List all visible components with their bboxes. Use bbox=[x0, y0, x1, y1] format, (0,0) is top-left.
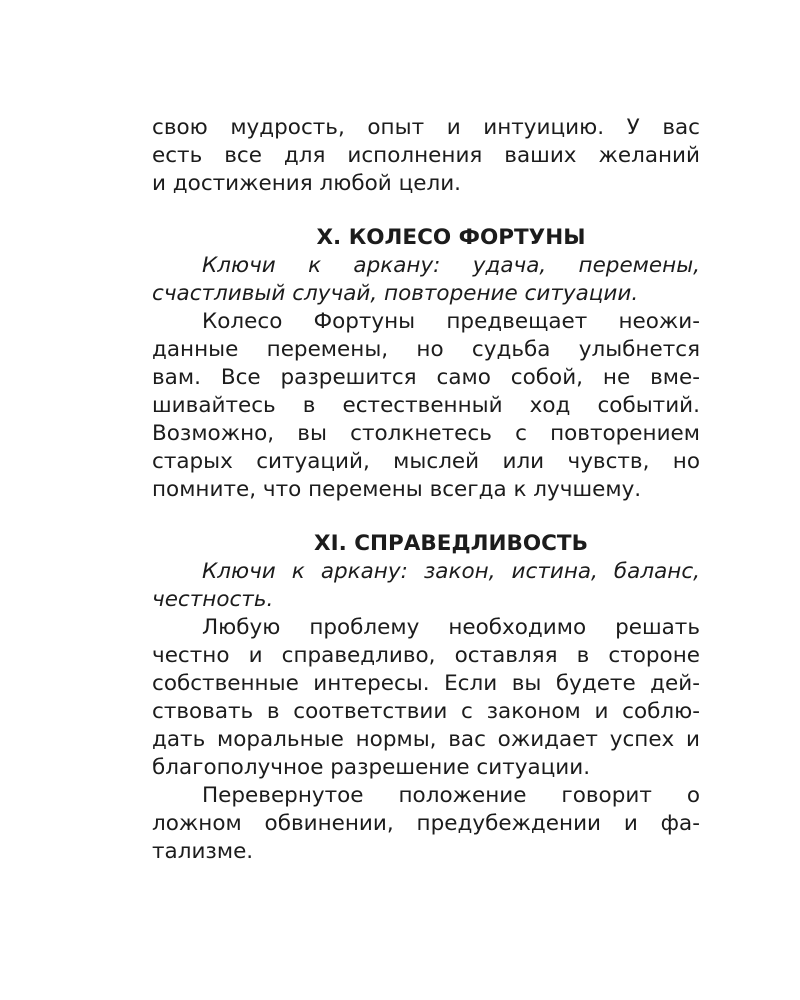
text-line: Перевернутое положение говорит о bbox=[202, 783, 700, 808]
text-line: честно и справедливо, оставляя в стороне bbox=[152, 643, 700, 668]
book-page bbox=[152, 114, 700, 866]
section-x-body bbox=[152, 308, 700, 504]
intro-paragraph bbox=[152, 114, 700, 198]
text-line: шивайтесь в естественный ход событий. bbox=[152, 393, 700, 418]
section-xi-title: XI. СПРАВЕДЛИВОСТЬ bbox=[314, 531, 588, 556]
text-line: вам. Все разрешится само собой, не вме- bbox=[152, 365, 700, 390]
text-line: честность. bbox=[152, 587, 274, 612]
text-line: благополучное разрешение ситуации. bbox=[152, 755, 591, 780]
section-xi-keys bbox=[152, 558, 700, 614]
section-x bbox=[152, 224, 700, 504]
text-line: свою мудрость, опыт и интуицию. У вас bbox=[152, 115, 700, 140]
text-line: Ключи к аркану: закон, истина, баланс, bbox=[202, 559, 700, 584]
text-line: Любую проблему необходимо решать bbox=[202, 615, 700, 640]
text-line: ложном обвинении, предубеждении и фа- bbox=[152, 811, 700, 836]
text-line: Возможно, вы столкнетесь с повторением bbox=[152, 421, 700, 446]
text-line: счастливый случай, повторение ситуации. bbox=[152, 281, 639, 306]
section-xi-body-2 bbox=[152, 782, 700, 866]
section-xi-body-1 bbox=[152, 614, 700, 782]
section-x-title: X. КОЛЕСО ФОРТУНЫ bbox=[316, 225, 586, 250]
text-line: Колесо Фортуны предвещает неожи- bbox=[202, 309, 700, 334]
section-xi bbox=[152, 530, 700, 866]
text-line: данные перемены, но судьба улыбнется bbox=[152, 337, 700, 362]
text-line: и достижения любой цели. bbox=[152, 171, 462, 196]
text-line: есть все для исполнения ваших желаний bbox=[152, 143, 700, 168]
text-line: ствовать в соответствии с законом и соблю- bbox=[152, 699, 700, 724]
text-line: собственные интересы. Если вы будете дей- bbox=[152, 671, 700, 696]
text-line: помните, что перемены всегда к лучшему. bbox=[152, 477, 642, 502]
text-line: тализме. bbox=[152, 839, 254, 864]
text-line: Ключи к аркану: удача, перемены, bbox=[202, 253, 700, 278]
text-line: старых ситуаций, мыслей или чувств, но bbox=[152, 449, 700, 474]
section-x-keys bbox=[152, 252, 700, 308]
text-line: дать моральные нормы, вас ожидает успех и bbox=[152, 727, 700, 752]
